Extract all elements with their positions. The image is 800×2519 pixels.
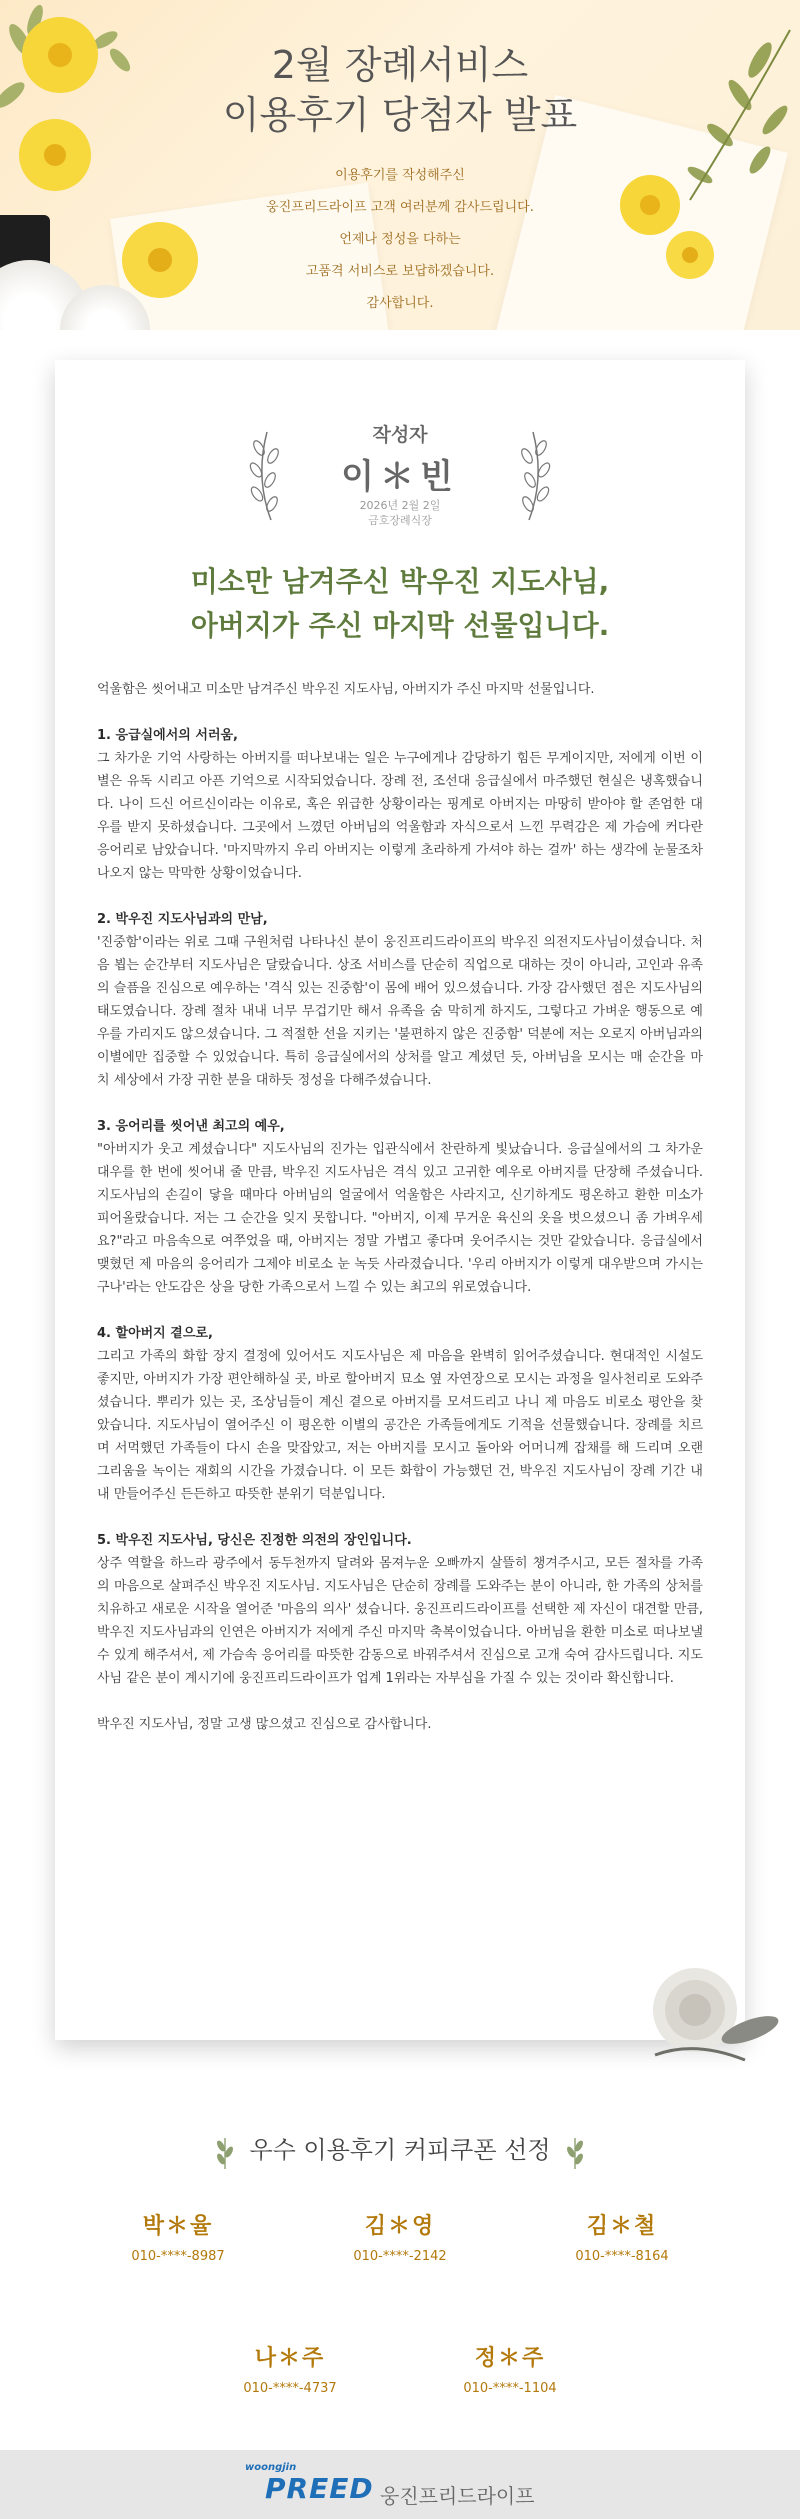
winner-phone: 010-****-8987 — [131, 2249, 225, 2264]
review-body — [97, 678, 703, 1736]
section-title: 3. 응어리를 씻어낸 최고의 예우, — [97, 1119, 285, 1134]
funeral-hall: 금호장례식장 — [368, 514, 432, 527]
header-message — [0, 160, 800, 320]
message-line: 감사합니다. — [366, 296, 434, 311]
review-section — [97, 1322, 703, 1506]
chrysanthemum-decoration-icon — [635, 1960, 785, 2070]
review-date: 2026년 2월 2일 — [359, 499, 441, 512]
winner-name: 정＊주 — [474, 2346, 546, 2371]
leaf-sprig-icon — [565, 2136, 585, 2170]
review-section — [97, 1115, 703, 1299]
section-title: 5. 박우진 지도사님, 당신은 진정한 의전의 장인입니다. — [97, 1533, 412, 1548]
winner-phone: 010-****-1104 — [463, 2381, 557, 2396]
section-title: 4. 할아버지 곁으로, — [97, 1326, 213, 1341]
winner-name: 나＊주 — [254, 2346, 326, 2371]
message-line: 고품격 서비스로 보답하겠습니다. — [305, 264, 495, 279]
author-name: 이＊빈 — [341, 457, 459, 497]
section-body: "아버지가 웃고 계셨습니다" 지도사님의 진가는 입관식에서 찬란하게 빛났습니다. 응급실에서의 그 차가운 대우를 한 번에 씻어내 줄 만큼, 박우진 지도사님은 격식 있고 고귀한 예우로 아버지를 단장해 주셨습니다. 지도사님의 손길이 닿을 때마다 아버님의 얼굴에서 억울함은 사라지고, 신기하게도 평온하고 환한 미소가 피어올랐습니다. 저는 그 순간을 잊지 못합니다. "아버지, 이제 무거운 육신의 옷을 벗으셨으니 좀 가벼우세요?"라고 마음속으로 여쭈었을 때, 아버지는 정말 가볍고 좋다며 웃어주시는 것만 같았습니다. 응급실에서 맺혔던 제 마음의 응어리가 그제야 비로소 눈 녹듯 사라졌습니다. '우리 아버지가 이렇게 대우받으며 가시는구나'라는 안도감은 상을 당한 가족으로서 느낄 수 있는 최고의 위로였습니다. — [97, 1142, 703, 1295]
message-line: 언제나 정성을 다하는 — [339, 232, 461, 247]
review-section — [97, 908, 703, 1092]
section-body: '진중함'이라는 위로 그때 구원처럼 나타나신 분이 웅진프리드라이프의 박우진 의전지도사님이셨습니다. 처음 뵙는 순간부터 지도사님은 달랐습니다. 상조 서비스를 단순히 직업으로 대하는 것이 아니라, 고인과 유족의 슬픔을 진심으로 예우하는 '격식 있는 진중함'이 몸에 배어 있으셨습니다. 가장 감사했던 점은 지도사님의 태도였습니다. 장례 절차 내내 너무 무겁기만 해서 유족을 숨 막히게 하지도, 그렇다고 가벼운 행동으로 예우를 가리지도 않으셨습니다. 그 적절한 선을 지키는 '불편하지 않은 진중함' 덕분에 저는 오로지 아버님과의 이별에만 집중할 수 있었습니다. 특히 응급실에서의 상처를 알고 계셨던 듯, 아버님을 모시는 매 순간을 마치 세상에서 가장 귀한 분을 대하듯 정성을 다해주셨습니다. — [97, 935, 703, 1088]
brand-logo-small: woongjin — [245, 2462, 297, 2473]
section-body: 그리고 가족의 화합 장지 결정에 있어서도 지도사님은 제 마음을 완벽히 읽어주셨습니다. 현대적인 시설도 좋지만, 아버지가 가장 편안해하실 곳, 바로 할아버지 묘소 옆 자연장으로 모시는 과정을 일사천리로 도와주셨습니다. 뿌리가 있는 곳, 조상님들이 계신 곁으로 아버지를 모셔드리고 나니 제 마음도 비로소 평안을 찾았습니다. 지도사님이 열어주신 이 평온한 이별의 공간은 가족들에게도 기적을 선물했습니다. 장례를 치르며 서먹했던 가족들이 다시 손을 맞잡았고, 저는 아버지를 모시고 돌아와 어머니께 잡채를 해 드리며 오랜 그리움을 녹이는 재회의 시간을 가졌습니다. 이 모든 화합이 가능했던 건, 박우진 지도사님이 장례 기간 내내 만들어주신 든든하고 따뜻한 분위기 덕분입니다. — [97, 1349, 703, 1502]
review-headline — [55, 560, 745, 648]
winner-phone: 010-****-8164 — [575, 2249, 669, 2264]
review-closing: 박우진 지도사님, 정말 고생 많으셨고 진심으로 감사합니다. — [97, 1717, 432, 1732]
title-line: 이용후기 당첨자 발표 — [222, 93, 578, 137]
winner-name: 김＊영 — [364, 2214, 436, 2239]
coupon-title: 우수 이용후기 커피쿠폰 선정 — [249, 2136, 551, 2164]
winner-item — [410, 2344, 610, 2400]
review-card — [55, 360, 745, 2040]
brand-name: 웅진프리드라이프 — [380, 2484, 535, 2508]
message-line: 이용후기를 작성해주신 — [335, 168, 465, 183]
message-line: 웅진프리드라이프 고객 여러분께 감사드립니다. — [266, 200, 534, 215]
section-body: 상주 역할을 하느라 광주에서 동두천까지 달려와 몸져누운 오빠까지 살뜰히 챙겨주시고, 모든 절차를 가족의 마음으로 살펴주신 박우진 지도사님. 지도사님은 단순히 장례를 도와주는 분이 아니라, 한 가족의 상처를 치유하고 새로운 시작을 열어준 '마음의 의사' 셨습니다. 웅진프리드라이프를 선택한 제 자신이 대견할 만큼, 박우진 지도사님과의 인연은 아버지가 저에게 주신 마지막 축복이었습니다. 아버님을 환한 미소로 떠나보낼 수 있게 해주셔서, 제 가슴속 응어리를 따뜻한 감동으로 바꿔주셔서 진심으로 고개 숙여 감사드립니다. 지도사님 같은 분이 계시기에 웅진프리드라이프가 업계 1위라는 자부심을 가질 수 있는 것이라 확신합니다. — [97, 1556, 703, 1686]
headline-line: 아버지가 주신 마지막 선물입니다. — [190, 609, 610, 642]
page-title — [0, 40, 800, 140]
section-title: 1. 응급실에서의 서러움, — [97, 728, 238, 743]
winner-item — [190, 2344, 390, 2400]
author-info — [55, 420, 745, 528]
winner-name: 박＊율 — [142, 2214, 214, 2239]
winner-phone: 010-****-4737 — [243, 2381, 337, 2396]
title-line: 2월 장례서비스 — [271, 43, 529, 87]
review-section — [97, 724, 703, 885]
winner-item — [300, 2212, 500, 2268]
footer-logo-bar — [0, 2450, 800, 2519]
event-header — [0, 0, 800, 330]
winner-item — [522, 2212, 722, 2268]
coupon-winners-section — [0, 2130, 800, 2450]
winner-phone: 010-****-2142 — [353, 2249, 447, 2264]
brand-logo: PREED — [265, 2472, 374, 2505]
winner-name: 김＊철 — [586, 2214, 658, 2239]
section-title: 2. 박우진 지도사님과의 만남, — [97, 912, 268, 927]
winner-item — [78, 2212, 278, 2268]
section-body: 그 차가운 기억 사랑하는 아버지를 떠나보내는 일은 누구에게나 감당하기 힘든 무게이지만, 저에게 이번 이별은 유독 시리고 아픈 기억으로 시작되었습니다. 장례 전, 조선대 응급실에서 마주했던 현실은 냉혹했습니다. 나이 드신 어르신이라는 이유로, 혹은 위급한 상황이라는 핑계로 아버지는 마땅히 받아야 할 존엄한 대우를 받지 못하셨습니다. 그곳에서 느꼈던 아버님의 억울함과 자식으로서 느낀 무력감은 제 가슴에 커다란 응어리로 남았습니다. '마지막까지 우리 아버지는 이렇게 초라하게 가셔야 하는 걸까' 하는 생각에 눈물조차 나오지 않는 막막한 상황이었습니다. — [97, 751, 703, 881]
headline-line: 미소만 남겨주신 박우진 지도사님, — [190, 565, 610, 598]
review-intro: 억울함은 씻어내고 미소만 남겨주신 박우진 지도사님, 아버지가 주신 마지막 선물입니다. — [97, 682, 595, 697]
review-section — [97, 1529, 703, 1690]
author-label: 작성자 — [372, 424, 428, 446]
